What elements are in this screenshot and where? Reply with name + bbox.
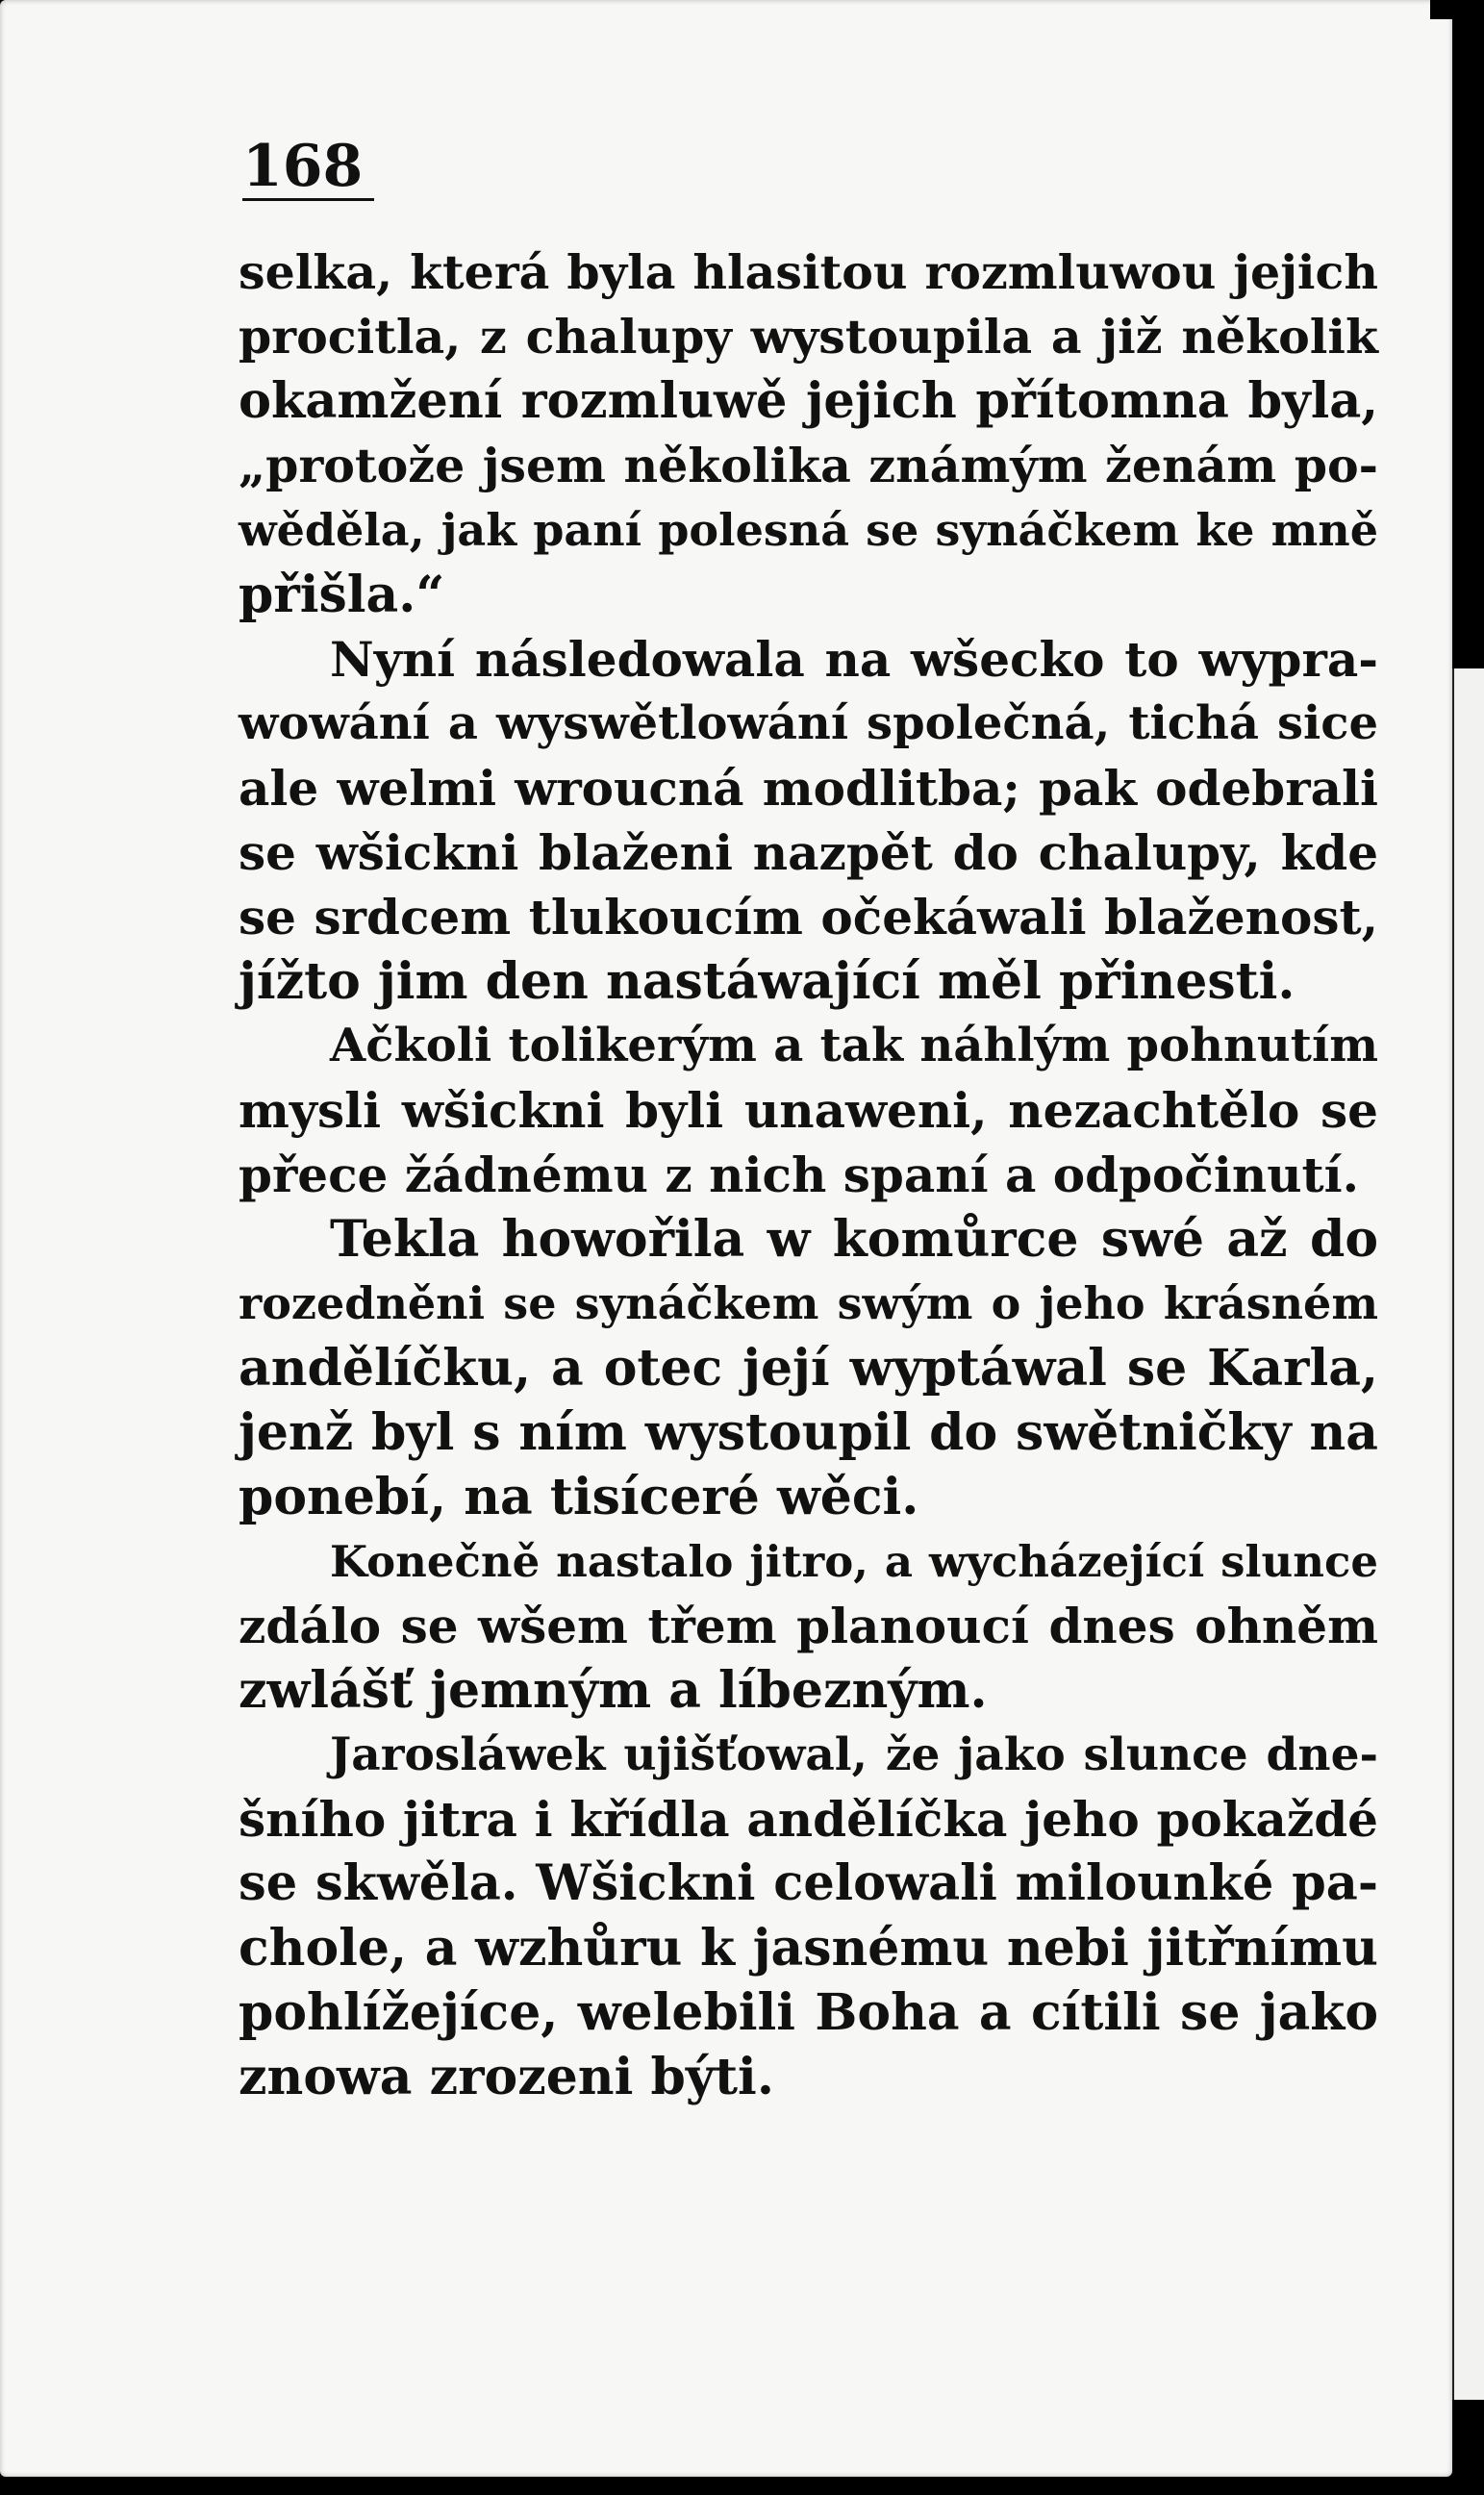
text-line: znowa zrozeni býti.: [239, 2048, 774, 2106]
page-number: 168: [242, 135, 374, 201]
text-line: Tekla howořila w komůrce swé až do: [330, 1210, 1378, 1269]
text-line: jížto jim den nastáwající měl přinesti.: [239, 952, 1295, 1011]
text-line: přišla.“: [239, 566, 445, 624]
text-line: chole, a wzhůru k jasnému nebi jitřnímu: [239, 1919, 1378, 1978]
text-line: rozedněni se synáčkem swým o jeho krásném: [239, 1277, 1378, 1329]
text-line: Konečně nastalo jitro, a wycházející slunce: [330, 1536, 1378, 1587]
text-line: mysli wšickni byli unaweni, nezachtělo se: [239, 1082, 1378, 1139]
text-line: šního jitra i křídla andělíčka jeho pokaždé: [239, 1791, 1378, 1848]
text-line: Ačkoli tolikerým a tak náhlým pohnutím: [330, 1019, 1378, 1072]
text-line: Nyní následowala na wšecko to wypra-: [330, 631, 1378, 688]
text-line: okamžení rozmluwě jejich přítomna byla,: [239, 372, 1378, 430]
text-line: selka, která byla hlasitou rozmluwou jejich: [239, 244, 1378, 300]
text-line: wěděla, jak paní polesná se synáčkem ke mně: [239, 504, 1378, 556]
text-line: ale welmi wroucná modlitba; pak odebrali: [239, 760, 1378, 817]
text-line: zdálo se wšem třem planoucí dnes ohněm: [239, 1598, 1378, 1654]
text-line: se skwěla. Wšickni celowali milounké pa-: [239, 1854, 1378, 1912]
text-line: andělíčku, a otec její wyptáwal se Karla,: [239, 1339, 1378, 1398]
text-line: Jarosláwek ujišťowal, že jako slunce dne-: [330, 1728, 1378, 1781]
text-line: pohlížejíce, welebili Boha a cítili se jako: [239, 1983, 1378, 2042]
text-line: wowání a wyswětlowání společná, tichá sice: [239, 696, 1378, 750]
text-line: „protože jsem několika známým ženám po-: [239, 438, 1378, 493]
text-line: jenž byl s ním wystoupil do swětničky na: [239, 1403, 1378, 1462]
scan-border-top: [1430, 0, 1484, 19]
text-line: procitla, z chalupy wystoupila a již několik: [239, 309, 1378, 365]
text-line: přece žádnému z nich spaní a odpočinutí.: [239, 1147, 1360, 1203]
text-line: ponebí, na tisíceré wěci.: [239, 1468, 919, 1526]
body-text: [239, 240, 1378, 2109]
text-line: zwlášť jemným a líbezným.: [239, 1661, 988, 1720]
adjacent-page-edge: [1452, 668, 1484, 2400]
text-line: se wšickni blaženi nazpět do chalupy, kde: [239, 824, 1378, 881]
text-line: se srdcem tlukoucím očekáwali blaženost,: [239, 889, 1378, 945]
